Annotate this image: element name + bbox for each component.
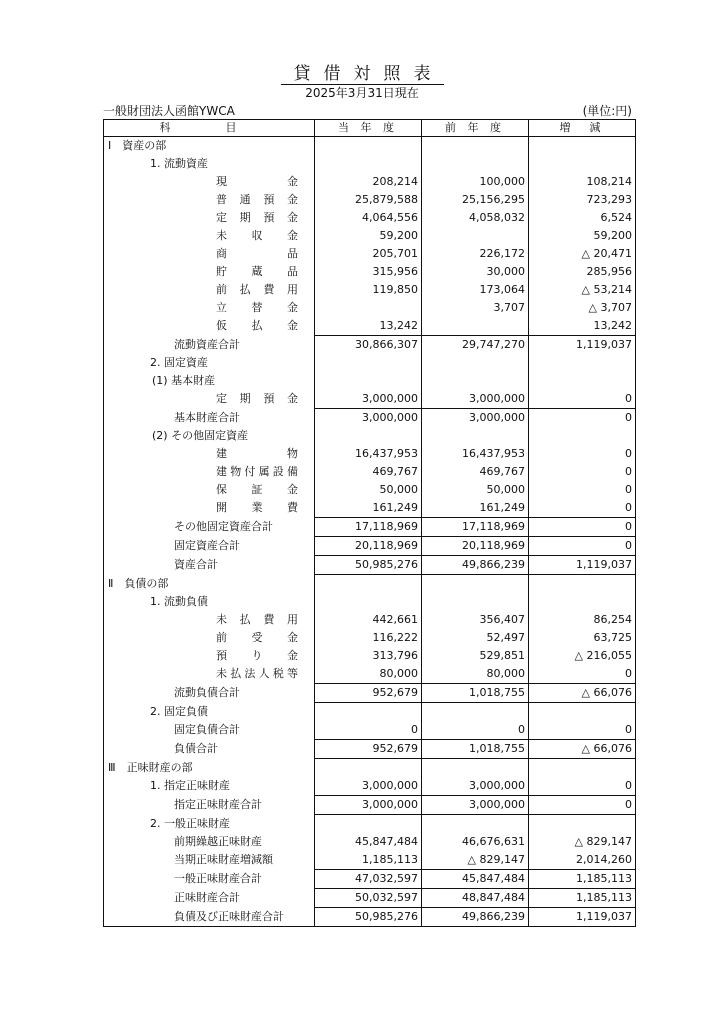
- row-label: [104, 173, 315, 191]
- row-label: [104, 481, 315, 499]
- previous-year-value: [422, 759, 529, 778]
- row-label-text: 建物付属設備: [216, 465, 298, 478]
- previous-year-value: [422, 703, 529, 722]
- table-row: [104, 372, 636, 390]
- change-value: 86,254: [529, 611, 636, 629]
- table-row: [104, 575, 636, 594]
- row-label: [104, 499, 315, 518]
- change-value: △ 53,214: [529, 281, 636, 299]
- current-year-value: [315, 372, 422, 390]
- row-label: [104, 629, 315, 647]
- current-year-value: 208,214: [315, 173, 422, 191]
- table-row: [104, 721, 636, 740]
- row-label: (2) その他固定資産: [104, 427, 315, 445]
- row-label: 1. 流動負債: [104, 593, 315, 611]
- row-label: 負債合計: [104, 740, 315, 759]
- previous-year-value: 20,118,969: [422, 537, 529, 556]
- current-year-value: 313,796: [315, 647, 422, 665]
- table-row: [104, 870, 636, 889]
- change-value: [529, 593, 636, 611]
- current-year-value: 3,000,000: [315, 390, 422, 409]
- previous-year-value: [422, 427, 529, 445]
- document-date: 2025年3月31日現在: [305, 86, 419, 100]
- row-label-text: 現金: [216, 175, 298, 188]
- previous-year-value: 173,064: [422, 281, 529, 299]
- change-value: 0: [529, 390, 636, 409]
- row-label: 一般正味財産合計: [104, 870, 315, 889]
- row-label: 流動資産合計: [104, 336, 315, 355]
- row-label: [104, 191, 315, 209]
- table-row: [104, 245, 636, 263]
- header-previous-year: 前 年 度: [422, 120, 529, 137]
- change-value: 0: [529, 537, 636, 556]
- current-year-value: 4,064,556: [315, 209, 422, 227]
- document-title-text: 貸借対照表: [281, 64, 444, 85]
- previous-year-value: 3,000,000: [422, 409, 529, 428]
- row-label-text: 普通預金: [216, 193, 298, 206]
- row-label: 前期繰越正味財産: [104, 833, 315, 851]
- table-row: [104, 537, 636, 556]
- current-year-value: 50,032,597: [315, 889, 422, 908]
- row-label-text: 商品: [216, 247, 298, 260]
- table-row: [104, 281, 636, 299]
- previous-year-value: 29,747,270: [422, 336, 529, 355]
- table-row: [104, 336, 636, 355]
- row-label: 基本財産合計: [104, 409, 315, 428]
- table-row: [104, 647, 636, 665]
- current-year-value: 47,032,597: [315, 870, 422, 889]
- previous-year-value: 45,847,484: [422, 870, 529, 889]
- current-year-value: 50,985,276: [315, 556, 422, 575]
- previous-year-value: [422, 593, 529, 611]
- row-label: Ⅲ 正味財産の部: [104, 759, 315, 778]
- row-label: 負債及び正味財産合計: [104, 908, 315, 927]
- table-row: [104, 317, 636, 336]
- change-value: 0: [529, 481, 636, 499]
- row-label: 固定負債合計: [104, 721, 315, 740]
- current-year-value: 59,200: [315, 227, 422, 245]
- previous-year-value: 469,767: [422, 463, 529, 481]
- row-label: [104, 317, 315, 336]
- current-year-value: [315, 354, 422, 372]
- current-year-value: 469,767: [315, 463, 422, 481]
- previous-year-value: 80,000: [422, 665, 529, 684]
- table-row: [104, 209, 636, 227]
- table-row: [104, 815, 636, 834]
- current-year-value: [315, 815, 422, 834]
- change-value: [529, 759, 636, 778]
- current-year-value: 3,000,000: [315, 777, 422, 796]
- change-value: 0: [529, 499, 636, 518]
- previous-year-value: [422, 354, 529, 372]
- table-row: [104, 833, 636, 851]
- change-value: 1,119,037: [529, 556, 636, 575]
- previous-year-value: 50,000: [422, 481, 529, 499]
- previous-year-value: 30,000: [422, 263, 529, 281]
- previous-year-value: 46,676,631: [422, 833, 529, 851]
- current-year-value: 50,000: [315, 481, 422, 499]
- change-value: 6,524: [529, 209, 636, 227]
- organization-name: 一般財団法人函館YWCA: [103, 104, 235, 118]
- change-value: 0: [529, 445, 636, 463]
- current-year-value: 3,000,000: [315, 796, 422, 815]
- change-value: 723,293: [529, 191, 636, 209]
- current-year-value: [315, 759, 422, 778]
- change-value: △ 216,055: [529, 647, 636, 665]
- change-value: 285,956: [529, 263, 636, 281]
- row-label: 2. 一般正味財産: [104, 815, 315, 834]
- row-label: [104, 299, 315, 317]
- current-year-value: [315, 593, 422, 611]
- change-value: △ 66,076: [529, 740, 636, 759]
- currency-unit: (単位:円): [582, 104, 632, 118]
- previous-year-value: [422, 372, 529, 390]
- change-value: 1,185,113: [529, 870, 636, 889]
- table-row: [104, 481, 636, 499]
- previous-year-value: [422, 137, 529, 156]
- row-label: 流動負債合計: [104, 684, 315, 703]
- previous-year-value: △ 829,147: [422, 851, 529, 870]
- row-label: [104, 281, 315, 299]
- previous-year-value: 1,018,755: [422, 740, 529, 759]
- change-value: 0: [529, 721, 636, 740]
- previous-year-value: 3,000,000: [422, 390, 529, 409]
- table-row: [104, 354, 636, 372]
- change-value: [529, 815, 636, 834]
- change-value: [529, 703, 636, 722]
- row-label: 1. 指定正味財産: [104, 777, 315, 796]
- current-year-value: 952,679: [315, 740, 422, 759]
- row-label-text: 開業費: [216, 501, 298, 515]
- row-label: 1. 流動資産: [104, 155, 315, 173]
- change-value: [529, 155, 636, 173]
- previous-year-value: 100,000: [422, 173, 529, 191]
- previous-year-value: 0: [422, 721, 529, 740]
- current-year-value: 119,850: [315, 281, 422, 299]
- current-year-value: 315,956: [315, 263, 422, 281]
- previous-year-value: [422, 317, 529, 336]
- change-value: △ 20,471: [529, 245, 636, 263]
- change-value: [529, 427, 636, 445]
- change-value: 63,725: [529, 629, 636, 647]
- table-row: [104, 684, 636, 703]
- current-year-value: 17,118,969: [315, 518, 422, 537]
- header-change: 増 減: [529, 120, 636, 137]
- table-body: [104, 137, 636, 927]
- change-value: 1,119,037: [529, 336, 636, 355]
- change-value: 0: [529, 518, 636, 537]
- row-label: [104, 647, 315, 665]
- previous-year-value: 3,000,000: [422, 777, 529, 796]
- change-value: △ 66,076: [529, 684, 636, 703]
- row-label-text: 建物: [216, 447, 298, 460]
- row-label-text: 保証金: [216, 483, 298, 496]
- previous-year-value: [422, 227, 529, 245]
- current-year-value: 3,000,000: [315, 409, 422, 428]
- previous-year-value: 226,172: [422, 245, 529, 263]
- current-year-value: 30,866,307: [315, 336, 422, 355]
- current-year-value: 45,847,484: [315, 833, 422, 851]
- current-year-value: 205,701: [315, 245, 422, 263]
- change-value: 0: [529, 409, 636, 428]
- row-label: 固定資産合計: [104, 537, 315, 556]
- current-year-value: 50,985,276: [315, 908, 422, 927]
- current-year-value: 0: [315, 721, 422, 740]
- previous-year-value: 161,249: [422, 499, 529, 518]
- previous-year-value: 48,847,484: [422, 889, 529, 908]
- table-row: [104, 499, 636, 518]
- header-account: 科 目: [104, 120, 315, 137]
- row-label: [104, 445, 315, 463]
- change-value: 2,014,260: [529, 851, 636, 870]
- current-year-value: 80,000: [315, 665, 422, 684]
- row-label: [104, 245, 315, 263]
- previous-year-value: 529,851: [422, 647, 529, 665]
- current-year-value: [315, 137, 422, 156]
- current-year-value: 16,437,953: [315, 445, 422, 463]
- row-label: [104, 611, 315, 629]
- table-row: [104, 137, 636, 156]
- row-label: 当期正味財産増減額: [104, 851, 315, 870]
- table-row: [104, 759, 636, 778]
- row-label-text: 預り金: [216, 649, 298, 662]
- row-label: [104, 227, 315, 245]
- previous-year-value: 16,437,953: [422, 445, 529, 463]
- table-row: [104, 889, 636, 908]
- table-row: [104, 629, 636, 647]
- header-current-year: 当 年 度: [315, 120, 422, 137]
- row-label-text: 立替金: [216, 301, 298, 314]
- row-label: [104, 209, 315, 227]
- current-year-value: 116,222: [315, 629, 422, 647]
- change-value: [529, 354, 636, 372]
- row-label: [104, 463, 315, 481]
- previous-year-value: [422, 815, 529, 834]
- change-value: 108,214: [529, 173, 636, 191]
- previous-year-value: 52,497: [422, 629, 529, 647]
- table-row: [104, 155, 636, 173]
- table-row: [104, 299, 636, 317]
- previous-year-value: [422, 155, 529, 173]
- row-label-text: 貯蔵品: [216, 265, 298, 278]
- previous-year-value: 356,407: [422, 611, 529, 629]
- table-row: [104, 463, 636, 481]
- change-value: [529, 137, 636, 156]
- row-label: その他固定資産合計: [104, 518, 315, 537]
- row-label: 2. 固定資産: [104, 354, 315, 372]
- previous-year-value: 49,866,239: [422, 556, 529, 575]
- table-row: [104, 173, 636, 191]
- table-row: [104, 593, 636, 611]
- row-label: Ⅱ 負債の部: [104, 575, 315, 594]
- table-row: [104, 409, 636, 428]
- change-value: 0: [529, 796, 636, 815]
- table-header-row: [104, 120, 636, 137]
- current-year-value: 20,118,969: [315, 537, 422, 556]
- change-value: [529, 372, 636, 390]
- row-label-text: 未収金: [216, 229, 298, 242]
- row-label-text: 未払法人税等: [216, 667, 298, 681]
- current-year-value: 25,879,588: [315, 191, 422, 209]
- current-year-value: [315, 575, 422, 594]
- row-label-text: 定期預金: [216, 392, 298, 406]
- previous-year-value: 3,707: [422, 299, 529, 317]
- row-label: 指定正味財産合計: [104, 796, 315, 815]
- row-label-text: 前受金: [216, 631, 298, 644]
- change-value: △ 3,707: [529, 299, 636, 317]
- document-title: [0, 64, 724, 84]
- row-label: (1) 基本財産: [104, 372, 315, 390]
- previous-year-value: 1,018,755: [422, 684, 529, 703]
- previous-year-value: 25,156,295: [422, 191, 529, 209]
- previous-year-value: 4,058,032: [422, 209, 529, 227]
- current-year-value: 1,185,113: [315, 851, 422, 870]
- current-year-value: 161,249: [315, 499, 422, 518]
- table-row: [104, 556, 636, 575]
- table-row: [104, 777, 636, 796]
- table-row: [104, 427, 636, 445]
- row-label-text: 定期預金: [216, 211, 298, 224]
- change-value: 0: [529, 463, 636, 481]
- current-year-value: [315, 155, 422, 173]
- current-year-value: [315, 427, 422, 445]
- table-row: [104, 796, 636, 815]
- current-year-value: [315, 703, 422, 722]
- change-value: 0: [529, 777, 636, 796]
- row-label: 資産合計: [104, 556, 315, 575]
- table-row: [104, 191, 636, 209]
- table-row: [104, 390, 636, 409]
- previous-year-value: 3,000,000: [422, 796, 529, 815]
- previous-year-value: [422, 575, 529, 594]
- previous-year-value: 17,118,969: [422, 518, 529, 537]
- change-value: 0: [529, 665, 636, 684]
- previous-year-value: 49,866,239: [422, 908, 529, 927]
- row-label: [104, 263, 315, 281]
- row-label-text: 未払費用: [216, 613, 298, 626]
- current-year-value: 442,661: [315, 611, 422, 629]
- table-row: [104, 740, 636, 759]
- change-value: 1,119,037: [529, 908, 636, 927]
- table-row: [104, 227, 636, 245]
- row-label: [104, 665, 315, 684]
- table-row: [104, 518, 636, 537]
- row-label: Ⅰ 資産の部: [104, 137, 315, 156]
- change-value: 1,185,113: [529, 889, 636, 908]
- row-label: 正味財産合計: [104, 889, 315, 908]
- current-year-value: 13,242: [315, 317, 422, 336]
- row-label: [104, 390, 315, 409]
- current-year-value: 952,679: [315, 684, 422, 703]
- table-row: [104, 665, 636, 684]
- table-row: [104, 908, 636, 927]
- row-label-text: 前払費用: [216, 283, 298, 296]
- change-value: △ 829,147: [529, 833, 636, 851]
- table-row: [104, 611, 636, 629]
- change-value: [529, 575, 636, 594]
- table-row: [104, 703, 636, 722]
- table-row: [104, 445, 636, 463]
- table-row: [104, 263, 636, 281]
- row-label: 2. 固定負債: [104, 703, 315, 722]
- row-label-text: 仮払金: [216, 319, 298, 333]
- current-year-value: [315, 299, 422, 317]
- change-value: 59,200: [529, 227, 636, 245]
- table-row: [104, 851, 636, 870]
- balance-sheet-table: [103, 119, 636, 927]
- change-value: 13,242: [529, 317, 636, 336]
